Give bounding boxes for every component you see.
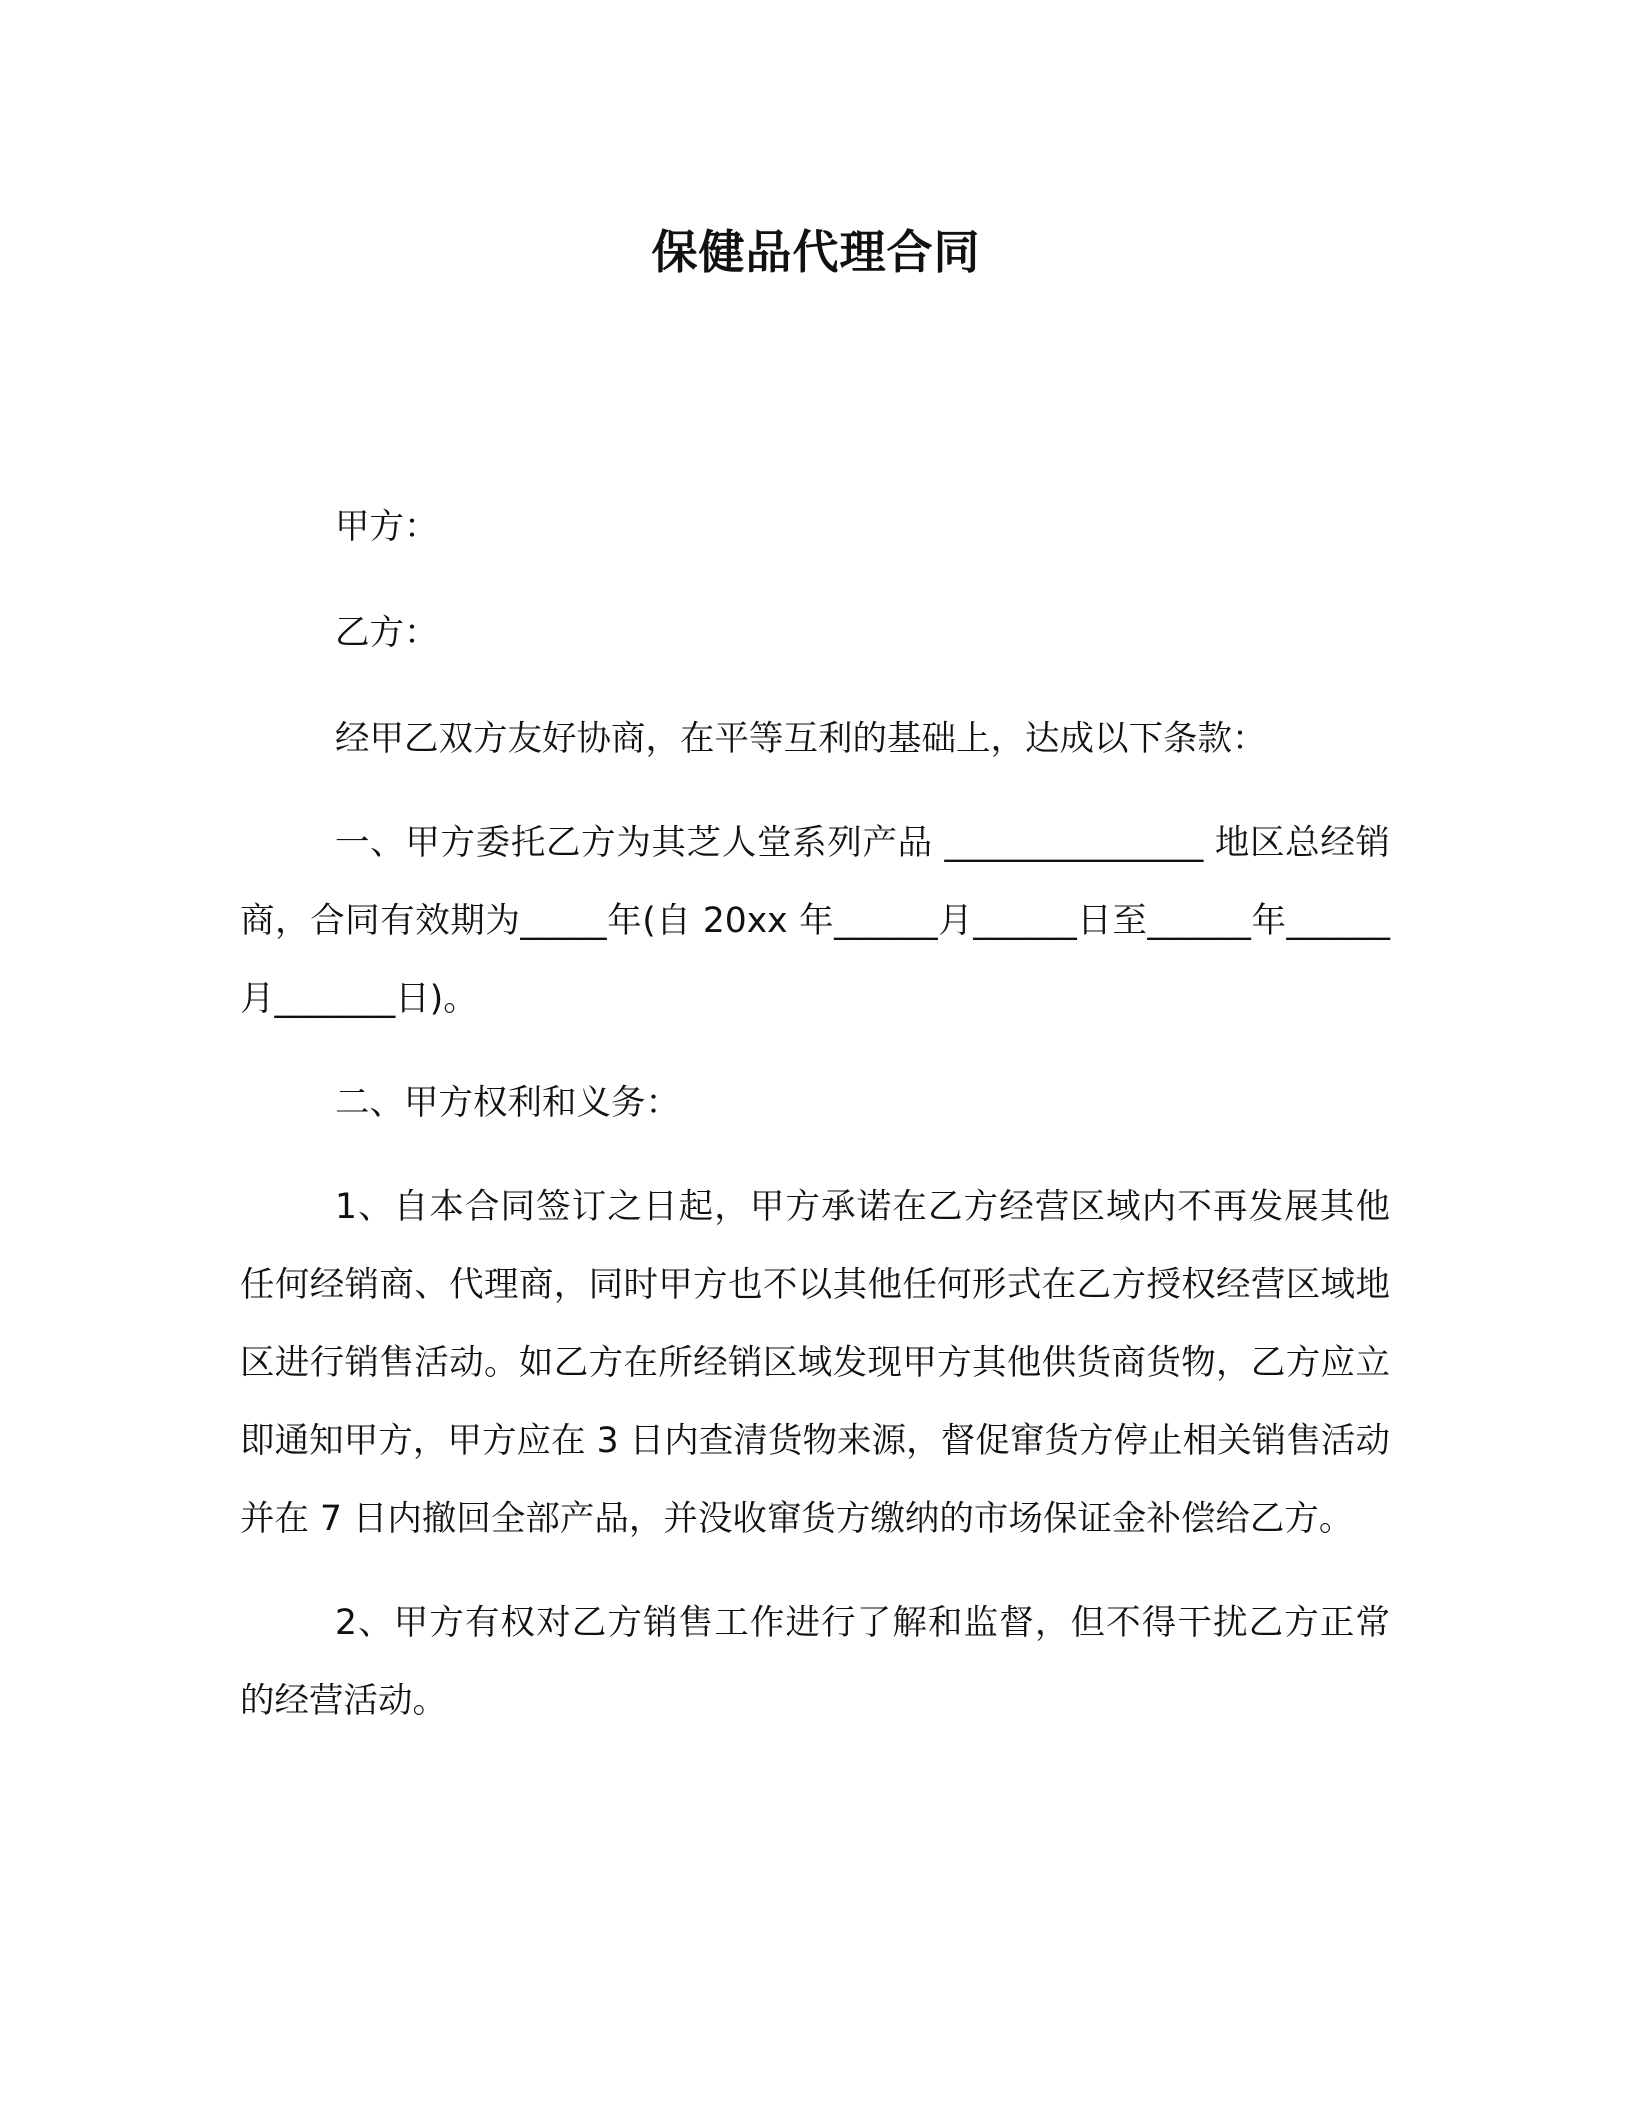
document-title: 保健品代理合同 xyxy=(651,225,981,279)
party-b-line: 乙方： xyxy=(335,613,439,653)
preamble-paragraph: 经甲乙双方友好协商，在平等互利的基础上，达成以下条款： xyxy=(335,719,1267,759)
clause-2-heading: 二、甲方权利和义务： xyxy=(335,1083,680,1123)
document-body xyxy=(240,488,1390,1766)
clause-2-item-2: 2、甲方有权对乙方销售工作进行了解和监督，但不得干扰乙方正常的经营活动。 xyxy=(240,1603,1390,1721)
clause-1-paragraph: 一、甲方委托乙方为其芝人堂系列产品 _______________ 地区总经销商，合同有效期为_____年(自 20xx 年______月______日至______年______月_______日)。 xyxy=(240,823,1390,1019)
clause-2-item-1: 1、自本合同签订之日起，甲方承诺在乙方经营区域内不再发展其他任何经销商、代理商，同时甲方也不以其他任何形式在乙方授权经营区域地区进行销售活动。如乙方在所经销区域发现甲方其他供货商货物，乙方应立即通知甲方，甲方应在 3 日内查清货物来源，督促窜货方停止相关销售活动并在 7 日内撤回全部产品，并没收窜货方缴纳的市场保证金补偿给乙方。 xyxy=(240,1187,1390,1539)
party-a-line: 甲方： xyxy=(335,507,439,547)
